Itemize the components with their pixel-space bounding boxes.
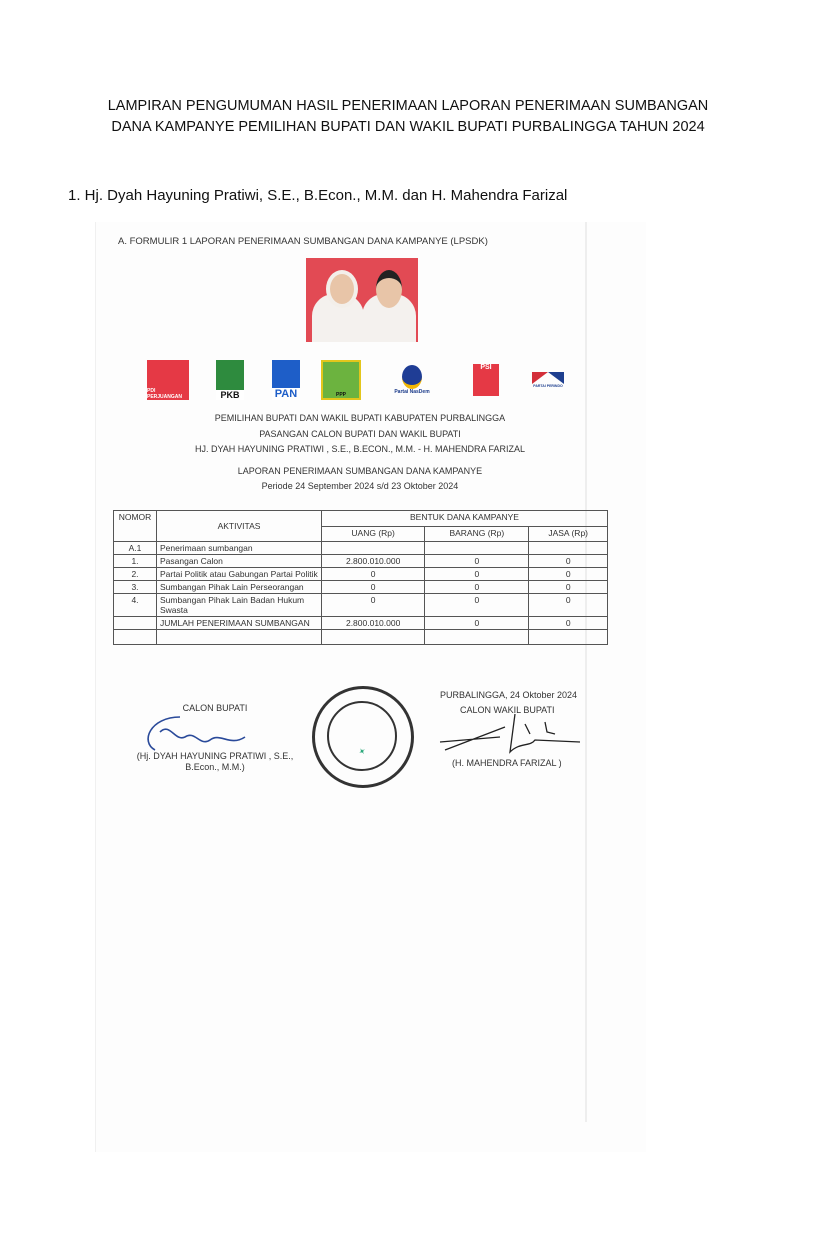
row-jasa — [529, 542, 608, 555]
table-row — [114, 542, 608, 555]
row-jasa: 0 — [529, 555, 608, 568]
candidate-heading: 1. Hj. Dyah Hayuning Pratiwi, S.E., B.Econ., M.M. dan H. Mahendra Farizal — [68, 187, 568, 204]
row-uang: 0 — [322, 594, 425, 617]
row-barang: 0 — [425, 581, 529, 594]
row-aktivitas: Sumbangan Pihak Lain Perseorangan — [157, 581, 322, 594]
party-name: PKB — [216, 390, 244, 400]
row-no: 3. — [114, 581, 157, 594]
row-no: A.1 — [114, 542, 157, 555]
row-aktivitas: Pasangan Calon — [157, 555, 322, 568]
empty-row — [114, 630, 608, 645]
party-name: PAN — [272, 388, 300, 400]
col-barang: BARANG (Rp) — [425, 527, 529, 542]
col-aktivitas: AKTIVITAS — [157, 511, 322, 542]
total-label: JUMLAH PENERIMAAN SUMBANGAN — [157, 617, 322, 630]
row-barang: 0 — [425, 568, 529, 581]
place-date: PURBALINGGA, 24 Oktober 2024 — [440, 690, 578, 700]
row-barang — [425, 542, 529, 555]
candidate-1-head — [326, 270, 358, 308]
party-logo-pan — [272, 360, 300, 400]
row-aktivitas: Sumbangan Pihak Lain Badan Hukum Swasta — [157, 594, 322, 617]
table-row — [114, 581, 608, 594]
header-line: PASANGAN CALON BUPATI DAN WAKIL BUPATI — [259, 428, 461, 439]
col-uang: UANG (Rp) — [322, 527, 425, 542]
document-title — [0, 96, 816, 138]
candidate-2-head — [376, 270, 402, 308]
row-uang — [322, 542, 425, 555]
party-name: PSI — [480, 364, 492, 371]
row-jasa: 0 — [529, 568, 608, 581]
right-name: (H. MAHENDRA FARIZAL ) — [452, 758, 562, 768]
party-name: Partai NasDem — [394, 389, 430, 395]
row-uang: 0 — [322, 568, 425, 581]
left-name-line: (Hj. DYAH HAYUNING PRATIWI , S.E., — [136, 751, 294, 761]
candidate-photo — [306, 258, 418, 342]
party-logo-psi — [473, 364, 499, 396]
campaign-team-stamp — [312, 686, 414, 788]
row-jasa: 0 — [529, 594, 608, 617]
left-role: CALON BUPATI — [182, 703, 248, 713]
party-logo-nasdem — [388, 360, 436, 400]
row-no: 4. — [114, 594, 157, 617]
report-title: LAPORAN PENERIMAAN SUMBANGAN DANA KAMPANYE — [237, 466, 483, 476]
col-group: BENTUK DANA KAMPANYE — [322, 511, 608, 527]
header-line: PEMILIHAN BUPATI DAN WAKIL BUPATI KABUPATEN PURBALINGGA — [214, 413, 506, 423]
perindo-bird-icon — [532, 372, 564, 384]
party-logo-perindo — [530, 360, 566, 400]
row-barang: 0 — [425, 555, 529, 568]
election-header — [110, 411, 610, 458]
title-line-2: DANA KAMPANYE PEMILIHAN BUPATI DAN WAKIL BUPATI PURBALINGGA TAHUN 2024 — [111, 119, 705, 135]
total-row — [114, 617, 608, 630]
table-row — [114, 568, 608, 581]
header-line: HJ. DYAH HAYUNING PRATIWI , S.E., B.ECON., M.M. - H. MAHENDRA FARIZAL — [194, 444, 526, 454]
title-line-1: LAMPIRAN PENGUMUMAN HASIL PENERIMAAN LAPORAN PENERIMAAN SUMBANGAN — [107, 98, 709, 114]
left-name — [120, 751, 310, 773]
stamp-inner-ring — [327, 701, 397, 771]
row-aktivitas: Partai Politik atau Gabungan Partai Politik — [157, 568, 322, 581]
empty-cell — [529, 630, 608, 645]
total-barang: 0 — [425, 617, 529, 630]
right-signature — [435, 712, 585, 757]
scan-edge — [585, 222, 587, 1122]
row-jasa: 0 — [529, 581, 608, 594]
nasdem-globe-icon — [402, 365, 422, 389]
party-name: PARTAI PERINDO — [533, 384, 563, 388]
row-uang: 2.800.010.000 — [322, 555, 425, 568]
table-row — [114, 555, 608, 568]
col-nomor: NOMOR — [114, 511, 157, 542]
form-title: A. FORMULIR 1 LAPORAN PENERIMAAN SUMBANGAN DANA KAMPANYE (LPSDK) — [118, 236, 488, 247]
empty-cell — [157, 630, 322, 645]
stamp-mark: ✦ — [357, 745, 368, 758]
party-logo-pdip — [147, 360, 189, 400]
total-uang: 2.800.010.000 — [322, 617, 425, 630]
empty-cell — [322, 630, 425, 645]
party-logo-pkb — [216, 360, 244, 400]
table-row — [114, 594, 608, 617]
row-no: 2. — [114, 568, 157, 581]
row-barang: 0 — [425, 594, 529, 617]
row-aktivitas: Penerimaan sumbangan — [157, 542, 322, 555]
report-header — [110, 464, 610, 494]
empty-cell — [425, 630, 529, 645]
total-jasa: 0 — [529, 617, 608, 630]
empty-cell — [114, 617, 157, 630]
row-uang: 0 — [322, 581, 425, 594]
report-period: Periode 24 September 2024 s/d 23 Oktober 2024 — [261, 481, 459, 491]
right-role: CALON WAKIL BUPATI — [460, 705, 555, 715]
col-jasa: JASA (Rp) — [529, 527, 608, 542]
party-name: PPP — [335, 392, 346, 398]
empty-cell — [114, 630, 157, 645]
party-logo-ppp — [321, 360, 361, 400]
left-signature — [140, 712, 250, 754]
row-no: 1. — [114, 555, 157, 568]
donation-table — [113, 510, 608, 645]
party-name: PDI PERJUANGAN — [147, 388, 183, 400]
left-name-line: B.Econ., M.M.) — [185, 762, 245, 772]
